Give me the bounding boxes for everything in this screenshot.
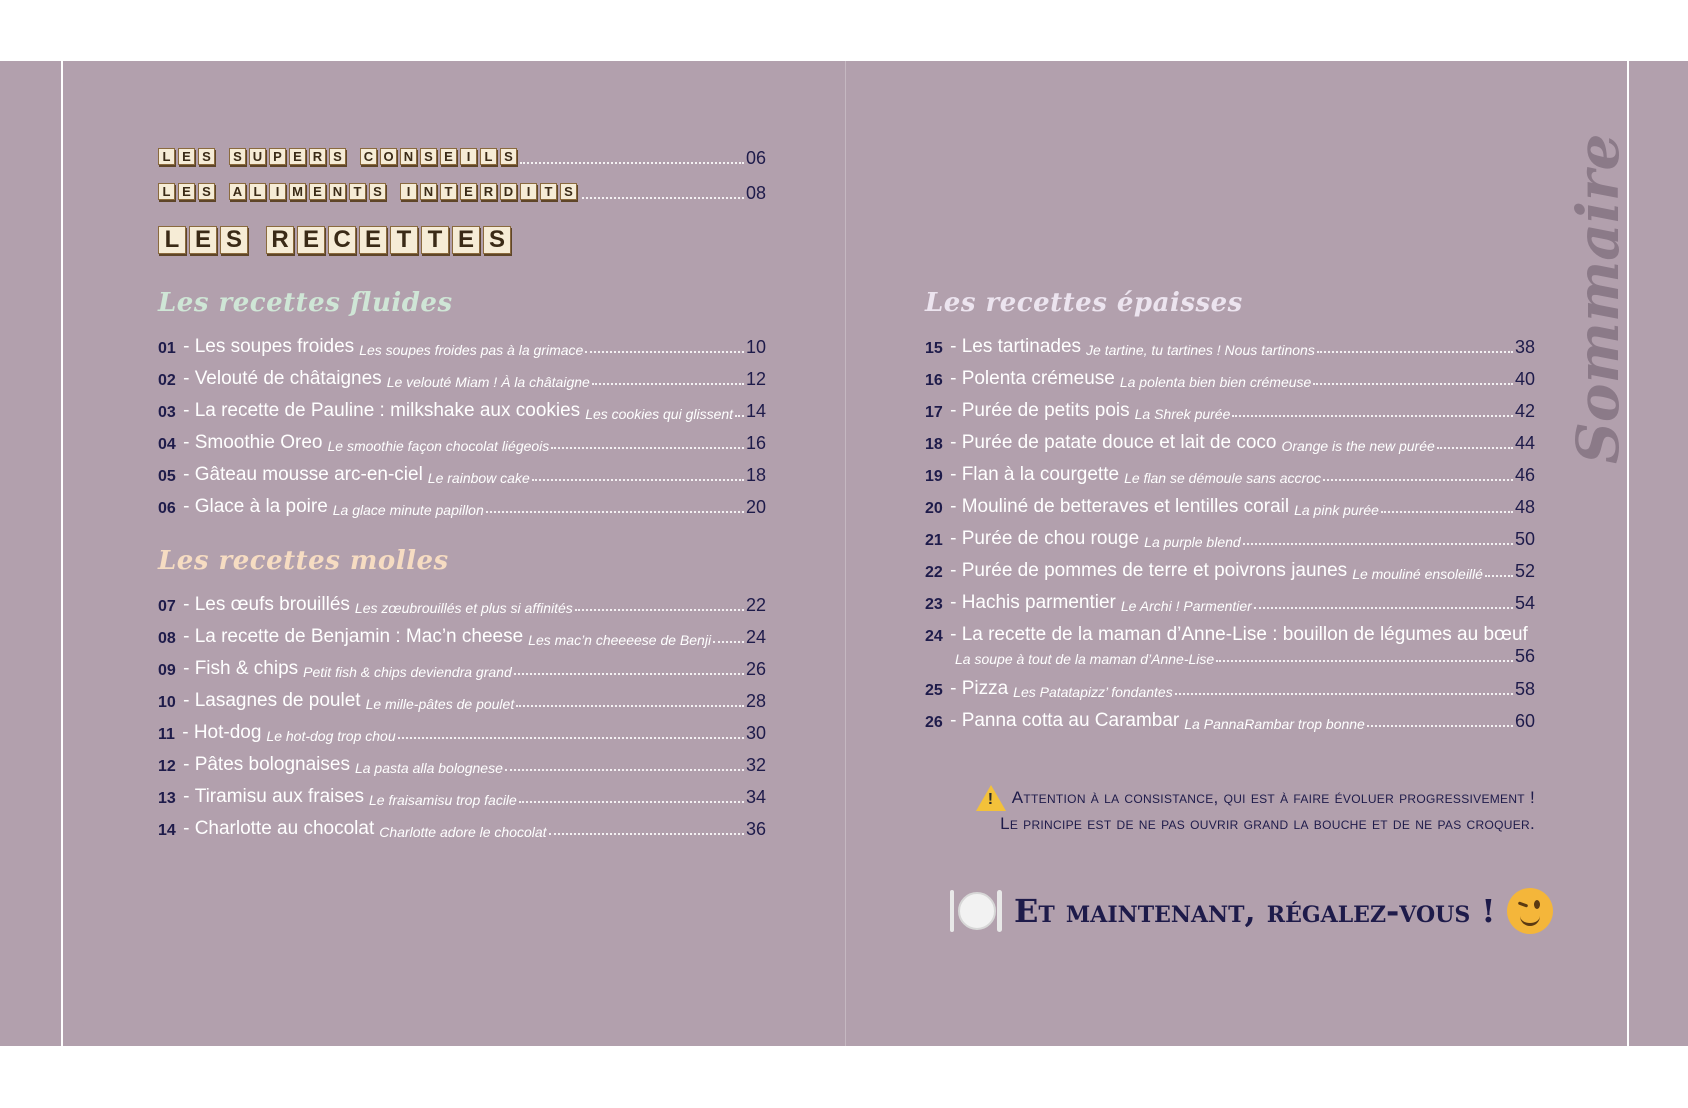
letter-tile: E	[289, 148, 306, 165]
toc-entry[interactable]	[925, 464, 1535, 486]
page-number: 54	[1514, 593, 1535, 613]
recipe-number: 14	[158, 822, 176, 839]
recipe-title: Hachis parmentier	[961, 592, 1116, 613]
dot-leader	[519, 801, 744, 803]
separator: -	[944, 496, 962, 517]
letter-tile: S	[198, 183, 215, 200]
recipe-subtitle: Charlotte adore le chocolat	[379, 824, 547, 840]
letter-tile: C	[328, 226, 356, 254]
recipe-title: Les œufs brouillés	[194, 594, 350, 615]
page-number: 06	[745, 148, 766, 168]
dot-leader	[1243, 543, 1513, 545]
toc-entry[interactable]	[925, 432, 1535, 454]
recipe-number: 04	[158, 436, 176, 453]
separator: -	[944, 464, 962, 485]
warning-line-1: Attention à la consistance, qui est à faire évoluer progressivement !	[1011, 788, 1535, 807]
recipe-subtitle: Le smoothie façon chocolat liégeois	[327, 438, 550, 454]
recipe-title: Glace à la poire	[194, 496, 328, 517]
recipe-subtitle: Le Archi ! Parmentier	[1120, 598, 1252, 614]
recipe-number: 01	[158, 340, 176, 357]
letter-tile: S	[198, 148, 215, 165]
page-number: 38	[1514, 337, 1535, 357]
recipe-subtitle: Le fraisamisu trop facile	[368, 792, 517, 808]
recipe-title: Purée de pommes de terre et poivrons jaunes	[961, 560, 1348, 581]
page-number: 50	[1514, 529, 1535, 549]
letter-tile: S	[420, 148, 437, 165]
recipe-subtitle: Le mouliné ensoleillé	[1352, 566, 1483, 582]
letter-tile: N	[420, 183, 437, 200]
letter-tile: D	[500, 183, 517, 200]
toc-entry[interactable]	[158, 722, 766, 744]
recipe-title: Pâtes bolognaises	[194, 754, 350, 775]
page-number: 32	[745, 755, 766, 775]
recipe-title: Mouliné de betteraves et lentilles corail	[961, 496, 1290, 517]
recipe-subtitle: La pasta alla bolognese	[354, 760, 503, 776]
dot-leader	[585, 351, 744, 353]
page-number: 14	[745, 401, 766, 421]
letter-tile: S	[220, 226, 248, 254]
right-side-tab	[1628, 61, 1688, 1046]
recipe-number: 11	[158, 726, 175, 743]
separator: -	[944, 710, 962, 731]
letter-tile: E	[297, 226, 325, 254]
letter-tile: T	[440, 183, 457, 200]
page-number: 52	[1514, 561, 1535, 581]
separator: -	[177, 690, 195, 711]
recipe-title: Smoothie Oreo	[194, 432, 323, 453]
plate-icon	[950, 888, 1002, 934]
recipe-subtitle: Les soupes froides pas à la grimace	[359, 342, 584, 358]
recipe-title: Les soupes froides	[194, 336, 355, 357]
letter-tile: I	[269, 183, 286, 200]
recipe-number: 07	[158, 598, 176, 615]
toc-entry[interactable]	[925, 624, 1535, 646]
page-number: 30	[745, 723, 766, 743]
letter-tile: A	[229, 183, 246, 200]
recipe-subtitle: Le rainbow cake	[427, 470, 530, 486]
warning-line-2: Le principe est de ne pas ouvrir grand la bouche et de ne pas croquer.	[1000, 814, 1535, 833]
dot-leader	[1216, 660, 1513, 662]
letter-tile: P	[269, 148, 286, 165]
page-number: 60	[1514, 711, 1535, 731]
wink-icon	[1507, 888, 1553, 934]
recipe-number: 25	[925, 682, 943, 699]
toc-entry[interactable]	[158, 400, 766, 422]
toc-entry[interactable]	[925, 400, 1535, 422]
page-number: 46	[1514, 465, 1535, 485]
recipe-subtitle: La polenta bien bien crémeuse	[1119, 374, 1312, 390]
recipe-title: Lasagnes de poulet	[194, 690, 361, 711]
page-number: 22	[745, 595, 766, 615]
recipe-subtitle: Je tartine, tu tartines ! Nous tartinons	[1086, 342, 1315, 358]
dot-leader	[575, 609, 744, 611]
letter-tile: L	[158, 148, 175, 165]
recipe-number: 21	[925, 532, 943, 549]
toc-entry[interactable]	[158, 818, 766, 840]
toc-entry[interactable]	[158, 690, 766, 712]
letter-tile: N	[329, 183, 346, 200]
toc-entry[interactable]	[158, 464, 766, 486]
letter-tile: S	[369, 183, 386, 200]
toc-entry-conseils[interactable]	[518, 148, 766, 169]
recipe-number: 06	[158, 500, 176, 517]
separator: -	[176, 722, 194, 743]
letter-tile: L	[158, 183, 175, 200]
toc-entry[interactable]	[158, 594, 766, 616]
toc-entry[interactable]	[158, 754, 766, 776]
dot-leader	[505, 769, 744, 771]
recipe-title: Tiramisu aux fraises	[194, 786, 364, 807]
recipe-number: 22	[925, 564, 943, 581]
page-number: 12	[745, 369, 766, 389]
letter-tile: E	[440, 148, 457, 165]
page-number: 36	[745, 819, 766, 839]
recipe-title: Fish & chips	[194, 658, 299, 679]
toc-entry[interactable]	[158, 626, 766, 648]
toc-entry[interactable]	[158, 496, 766, 518]
recipe-number: 17	[925, 404, 943, 421]
letter-tile: R	[309, 148, 326, 165]
letter-tile: L	[480, 148, 497, 165]
conseils-tiles	[158, 148, 517, 165]
section-title-fluides: Les recettes fluides	[158, 288, 453, 318]
letter-tile: T	[540, 183, 557, 200]
toc-entry-continuation[interactable]	[955, 646, 1535, 667]
recipe-number: 18	[925, 436, 943, 453]
recipe-title: Flan à la courgette	[961, 464, 1120, 485]
recettes-title-tiles	[158, 226, 511, 254]
recipe-number: 19	[925, 468, 943, 485]
separator: -	[944, 336, 962, 357]
page-number: 40	[1514, 369, 1535, 389]
dot-leader	[1367, 725, 1513, 727]
dot-leader	[1175, 693, 1513, 695]
letter-tile: E	[178, 183, 195, 200]
recipe-subtitle: La soupe à tout de la maman d’Anne-Lise	[955, 651, 1215, 667]
letter-tile: E	[189, 226, 217, 254]
toc-entry[interactable]	[158, 336, 766, 358]
separator: -	[177, 658, 195, 679]
toc-entry[interactable]	[925, 592, 1535, 614]
recipe-number: 02	[158, 372, 176, 389]
section-title-epaisses: Les recettes épaisses	[925, 288, 1243, 318]
dot-leader	[486, 511, 744, 513]
dot-leader	[1317, 351, 1513, 353]
page-number: 26	[745, 659, 766, 679]
recipe-subtitle: La purple blend	[1144, 534, 1241, 550]
tile-space	[349, 148, 357, 165]
letter-tile: T	[421, 226, 449, 254]
recipe-number: 12	[158, 758, 176, 775]
left-side-tab	[0, 61, 62, 1046]
dot-leader	[713, 641, 744, 643]
letter-tile: U	[249, 148, 266, 165]
recipe-subtitle: Le flan se démoule sans accroc	[1124, 470, 1321, 486]
dot-leader	[549, 833, 744, 835]
recipe-title: Les tartinades	[961, 336, 1082, 357]
letter-tile: C	[360, 148, 377, 165]
letter-tile: E	[359, 226, 387, 254]
recipe-number: 10	[158, 694, 176, 711]
recipe-title: La recette de la maman d’Anne-Lise : bouillon de légumes au bœuf	[961, 624, 1528, 645]
letter-tile: S	[483, 226, 511, 254]
separator: -	[177, 594, 195, 615]
recipe-subtitle: La glace minute papillon	[332, 502, 484, 518]
letter-tile: E	[309, 183, 326, 200]
interdits-tiles	[158, 183, 577, 200]
recipe-number: 13	[158, 790, 176, 807]
letter-tile: S	[500, 148, 517, 165]
toc-entry[interactable]	[925, 560, 1535, 582]
recipe-subtitle: La PannaRambar trop bonne	[1184, 716, 1365, 732]
toc-entry[interactable]	[158, 658, 766, 680]
dot-leader	[1381, 511, 1513, 513]
recipe-title: Charlotte au chocolat	[194, 818, 375, 839]
page-number: 42	[1514, 401, 1535, 421]
recipe-subtitle: Les Patatapizz’ fondantes	[1013, 684, 1173, 700]
letter-tile: L	[158, 226, 186, 254]
separator: -	[944, 432, 962, 453]
dot-leader	[532, 479, 744, 481]
dot-leader	[1437, 447, 1513, 449]
letter-tile: T	[349, 183, 366, 200]
letter-tile: S	[329, 148, 346, 165]
dot-leader	[398, 737, 744, 739]
letter-tile: R	[266, 226, 294, 254]
recipe-subtitle: La pink purée	[1294, 502, 1379, 518]
recipe-number: 15	[925, 340, 943, 357]
page-number: 28	[745, 691, 766, 711]
letter-tile: S	[560, 183, 577, 200]
tile-space	[389, 183, 397, 200]
separator: -	[944, 528, 962, 549]
toc-entry[interactable]	[158, 368, 766, 390]
recipe-subtitle: La Shrek purée	[1134, 406, 1231, 422]
separator: -	[177, 496, 195, 517]
recipe-title: Hot-dog	[193, 722, 262, 743]
section-title-molles: Les recettes molles	[158, 546, 449, 576]
tile-space	[218, 148, 226, 165]
recipe-title: Polenta crémeuse	[961, 368, 1115, 389]
recipe-number: 16	[925, 372, 943, 389]
toc-entry[interactable]	[925, 678, 1535, 700]
tile-space	[218, 183, 226, 200]
recipe-title: Panna cotta au Carambar	[961, 710, 1180, 731]
separator: -	[177, 754, 195, 775]
recipe-title: La recette de Pauline : milkshake aux cookies	[194, 400, 581, 421]
dot-leader	[1313, 383, 1513, 385]
page-number: 56	[1514, 646, 1535, 666]
toc-entry[interactable]	[925, 528, 1535, 550]
toc-entry[interactable]	[925, 368, 1535, 390]
letter-tile: I	[520, 183, 537, 200]
toc-entry[interactable]	[158, 432, 766, 454]
consistency-warning	[915, 785, 1535, 834]
page-number: 48	[1514, 497, 1535, 517]
toc-entry-interdits[interactable]	[580, 183, 766, 204]
dot-leader	[516, 705, 744, 707]
page-number: 58	[1514, 679, 1535, 699]
dot-leader	[551, 447, 744, 449]
enjoy-text: Et maintenant, régalez-vous !	[1014, 892, 1496, 930]
letter-tile: S	[229, 148, 246, 165]
dot-leader	[1254, 607, 1513, 609]
recipe-subtitle: Petit fish & chips deviendra grand	[303, 664, 512, 680]
letter-tile: O	[380, 148, 397, 165]
letter-tile: N	[400, 148, 417, 165]
recipe-number: 20	[925, 500, 943, 517]
tile-space	[251, 226, 263, 254]
separator: -	[177, 400, 195, 421]
book-spine	[845, 61, 846, 1046]
letter-tile: T	[390, 226, 418, 254]
separator: -	[177, 336, 195, 357]
page-number: 44	[1514, 433, 1535, 453]
dot-leader	[514, 673, 744, 675]
recipe-number: 09	[158, 662, 176, 679]
recipe-title: Gâteau mousse arc-en-ciel	[194, 464, 423, 485]
toc-entry[interactable]	[925, 496, 1535, 518]
page-number: 24	[745, 627, 766, 647]
separator: -	[177, 786, 195, 807]
toc-entry[interactable]	[925, 336, 1535, 358]
recipe-number: 05	[158, 468, 176, 485]
separator: -	[944, 624, 962, 645]
separator: -	[944, 678, 962, 699]
separator: -	[944, 592, 962, 613]
separator: -	[177, 368, 195, 389]
letter-tile: E	[460, 183, 477, 200]
separator: -	[944, 400, 962, 421]
separator: -	[944, 560, 962, 581]
toc-entry[interactable]	[158, 786, 766, 808]
separator: -	[177, 432, 195, 453]
recipe-subtitle: Le mille-pâtes de poulet	[365, 696, 515, 712]
left-divider	[61, 61, 63, 1046]
separator: -	[177, 818, 195, 839]
dot-leader	[1232, 415, 1513, 417]
dot-leader	[1485, 575, 1513, 577]
recipe-subtitle: Les mac’n cheeeese de Benji	[528, 632, 712, 648]
dot-leader	[735, 415, 744, 417]
recipe-number: 03	[158, 404, 176, 421]
toc-entry[interactable]	[925, 710, 1535, 732]
recipe-title: Purée de chou rouge	[961, 528, 1140, 549]
letter-tile: I	[460, 148, 477, 165]
recipe-number: 26	[925, 714, 943, 731]
letter-tile: E	[178, 148, 195, 165]
dot-leader	[1323, 479, 1513, 481]
recipe-title: Velouté de châtaignes	[194, 368, 382, 389]
separator: -	[944, 368, 962, 389]
letter-tile: I	[400, 183, 417, 200]
page-number: 16	[745, 433, 766, 453]
letter-tile: M	[289, 183, 306, 200]
recipe-subtitle: Les zœubrouillés et plus si affinités	[354, 600, 573, 616]
recipe-subtitle: Les cookies qui glissent	[585, 406, 734, 422]
letter-tile: L	[249, 183, 266, 200]
letter-tile: E	[452, 226, 480, 254]
letter-tile: R	[480, 183, 497, 200]
recipe-subtitle: Orange is the new purée	[1281, 438, 1435, 454]
dot-leader	[592, 383, 744, 385]
recipe-title: La recette de Benjamin : Mac’n cheese	[194, 626, 524, 647]
page-number: 18	[745, 465, 766, 485]
recipe-number: 08	[158, 630, 176, 647]
page-number: 20	[745, 497, 766, 517]
recipe-title: Purée de patate douce et lait de coco	[961, 432, 1277, 453]
separator: -	[177, 626, 195, 647]
recipe-number: 23	[925, 596, 943, 613]
page-number: 10	[745, 337, 766, 357]
page-number: 08	[745, 183, 766, 203]
sommaire-side-label: Sommaire	[1564, 133, 1632, 464]
separator: -	[177, 464, 195, 485]
recipe-title: Purée de petits pois	[961, 400, 1130, 421]
warning-icon: !	[976, 785, 1006, 811]
enjoy-banner	[950, 888, 1553, 934]
page-number: 34	[745, 787, 766, 807]
recipe-subtitle: Le velouté Miam ! À la châtaigne	[386, 374, 590, 390]
recipe-title: Pizza	[961, 678, 1009, 699]
recipe-subtitle: Le hot-dog trop chou	[266, 728, 396, 744]
recipe-number: 24	[925, 628, 943, 645]
